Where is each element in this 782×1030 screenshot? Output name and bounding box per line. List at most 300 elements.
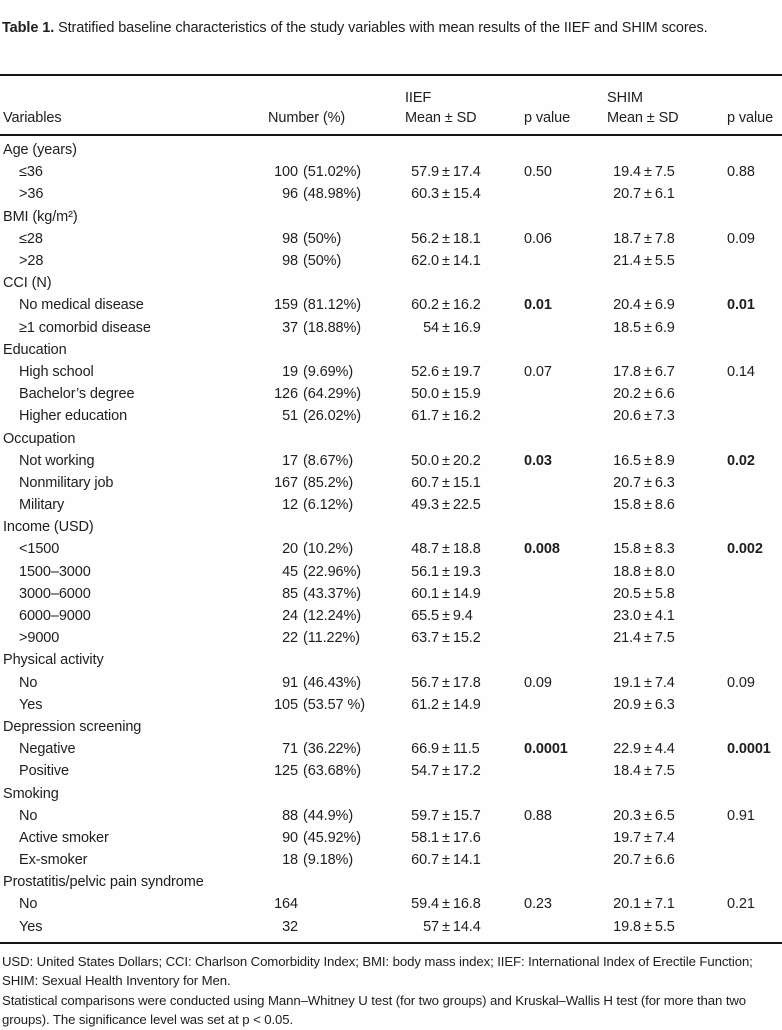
table-group-row — [0, 516, 782, 538]
row-iief-cell — [405, 231, 520, 247]
shim-sd: 8.6 — [654, 497, 675, 514]
row-label: No — [19, 674, 38, 691]
plus-minus-icon: ± — [442, 696, 450, 713]
row-iief-cell — [405, 852, 520, 868]
iief-mean: 56.2 — [411, 230, 439, 247]
row-percent: (45.92%) — [303, 829, 362, 846]
row-iief-cell — [405, 253, 520, 269]
iief-sd: 14.9 — [452, 585, 481, 602]
row-count: 98 — [282, 253, 298, 270]
header-shim-label: SHIM — [607, 90, 643, 106]
iief-sd: 14.1 — [452, 852, 481, 869]
shim-mean: 20.1 — [613, 896, 641, 913]
shim-mean: 15.8 — [613, 497, 641, 514]
shim-mean: 17.8 — [613, 363, 641, 380]
plus-minus-icon: ± — [644, 386, 652, 403]
table-group-row — [0, 782, 782, 804]
iief-sd: 18.8 — [452, 541, 481, 558]
table-row — [0, 893, 782, 915]
row-shim-cell — [607, 231, 723, 247]
table-header — [0, 76, 782, 136]
table-row — [0, 916, 782, 938]
iief-p-value: 0.01 — [524, 297, 552, 314]
iief-sd: 15.4 — [452, 186, 481, 203]
row-iief-cell — [405, 919, 520, 935]
plus-minus-icon: ± — [442, 230, 450, 247]
group-label: Occupation — [3, 430, 76, 447]
shim-p-value: 0.02 — [727, 452, 755, 469]
shim-p-value: 0.002 — [727, 541, 763, 558]
plus-minus-icon: ± — [442, 807, 450, 824]
header-iief-label: IIEF — [405, 90, 432, 106]
row-label: No — [19, 807, 38, 824]
footnote-abbreviations: USD: United States Dollars; CCI: Charlson Comorbidity Index; BMI: body mass index; IIEF: International Index of Erectile Function; SHIM: Sexual Health Inventory for Men. — [2, 953, 753, 989]
table-row — [0, 405, 782, 427]
row-iief-cell — [405, 297, 520, 313]
shim-sd: 6.9 — [654, 319, 675, 336]
plus-minus-icon: ± — [442, 186, 450, 203]
iief-mean: 59.7 — [411, 807, 439, 824]
row-label: >28 — [19, 253, 44, 270]
table-row — [0, 450, 782, 472]
shim-mean: 22.9 — [613, 741, 641, 758]
shim-mean: 20.3 — [613, 807, 641, 824]
table-group-row — [0, 139, 782, 161]
header-shim — [607, 88, 723, 128]
table-row — [0, 672, 782, 694]
row-shim-cell — [607, 608, 723, 624]
row-count: 96 — [282, 186, 298, 203]
row-shim-cell — [607, 630, 723, 646]
row-count: 12 — [282, 497, 298, 514]
plus-minus-icon: ± — [442, 829, 450, 846]
iief-mean: 50.0 — [411, 386, 439, 403]
iief-mean: 57 — [423, 918, 439, 935]
plus-minus-icon: ± — [644, 474, 652, 491]
row-count: 32 — [282, 918, 298, 935]
shim-mean: 20.7 — [613, 186, 641, 203]
shim-sd: 7.5 — [654, 164, 675, 181]
row-percent: (51.02%) — [303, 164, 362, 181]
row-label: Positive — [19, 763, 69, 780]
row-percent: (48.98%) — [303, 186, 362, 203]
row-count: 91 — [282, 674, 298, 691]
shim-mean: 21.4 — [613, 253, 641, 270]
plus-minus-icon: ± — [644, 253, 652, 270]
row-count: 22 — [282, 630, 298, 647]
row-percent: (50%) — [303, 230, 342, 247]
row-label: Military — [19, 497, 65, 514]
row-count: 20 — [282, 541, 298, 558]
row-iief-cell — [405, 164, 520, 180]
iief-sd: 16.9 — [452, 319, 481, 336]
row-iief-cell — [405, 186, 520, 202]
header-variables: Variables — [3, 110, 62, 126]
header-iief — [405, 88, 520, 128]
plus-minus-icon: ± — [442, 408, 450, 425]
table-group-row — [0, 716, 782, 738]
row-count: 17 — [282, 452, 298, 469]
shim-p-value: 0.21 — [727, 896, 755, 913]
shim-sd: 4.4 — [654, 741, 675, 758]
row-percent: (64.29%) — [303, 386, 362, 403]
shim-sd: 7.5 — [654, 630, 675, 647]
plus-minus-icon: ± — [644, 829, 652, 846]
row-percent: (81.12%) — [303, 297, 362, 314]
iief-sd: 17.4 — [452, 164, 481, 181]
row-iief-cell — [405, 675, 520, 691]
row-iief-cell — [405, 364, 520, 380]
shim-p-value: 0.88 — [727, 164, 755, 181]
plus-minus-icon: ± — [442, 608, 450, 625]
row-label: Bachelor’s degree — [19, 386, 135, 403]
shim-sd: 6.3 — [654, 696, 675, 713]
plus-minus-icon: ± — [442, 918, 450, 935]
row-label: No medical disease — [19, 297, 144, 314]
row-percent: (18.88%) — [303, 319, 362, 336]
table-group-row — [0, 649, 782, 671]
table-row — [0, 494, 782, 516]
iief-mean: 59.4 — [411, 896, 439, 913]
iief-mean: 48.7 — [411, 541, 439, 558]
row-shim-cell — [607, 896, 723, 912]
plus-minus-icon: ± — [442, 763, 450, 780]
iief-p-value: 0.50 — [524, 164, 552, 181]
plus-minus-icon: ± — [644, 807, 652, 824]
iief-sd: 20.2 — [452, 452, 481, 469]
row-shim-cell — [607, 320, 723, 336]
iief-mean: 56.1 — [411, 563, 439, 580]
row-shim-cell — [607, 386, 723, 402]
row-shim-cell — [607, 541, 723, 557]
row-label: Nonmilitary job — [19, 474, 114, 491]
row-shim-cell — [607, 475, 723, 491]
row-label: ≤36 — [19, 164, 43, 181]
row-count: 167 — [274, 474, 298, 491]
table-row — [0, 827, 782, 849]
row-percent: (9.18%) — [303, 852, 354, 869]
table-group-row — [0, 339, 782, 361]
plus-minus-icon: ± — [442, 319, 450, 336]
plus-minus-icon: ± — [442, 452, 450, 469]
row-number-cell — [262, 852, 405, 868]
row-shim-cell — [607, 741, 723, 757]
row-label: High school — [19, 363, 94, 380]
table-caption-label: Table 1. — [2, 19, 55, 36]
row-number-cell — [262, 586, 405, 602]
shim-mean: 18.7 — [613, 230, 641, 247]
shim-mean: 19.4 — [613, 164, 641, 181]
table-caption — [0, 15, 720, 60]
shim-mean: 20.4 — [613, 297, 641, 314]
row-iief-cell — [405, 586, 520, 602]
header-iief-p: p value — [524, 110, 571, 126]
plus-minus-icon: ± — [442, 363, 450, 380]
row-count: 125 — [274, 763, 298, 780]
iief-p-value: 0.0001 — [524, 741, 568, 758]
iief-p-value: 0.03 — [524, 452, 552, 469]
row-shim-cell — [607, 763, 723, 779]
row-label: No — [19, 896, 38, 913]
shim-mean: 18.8 — [613, 563, 641, 580]
row-count: 100 — [274, 164, 298, 181]
header-shim-p: p value — [727, 110, 774, 126]
iief-sd: 16.2 — [452, 408, 481, 425]
iief-mean: 60.2 — [411, 297, 439, 314]
plus-minus-icon: ± — [442, 563, 450, 580]
shim-sd: 8.0 — [654, 563, 675, 580]
shim-sd: 8.3 — [654, 541, 675, 558]
shim-mean: 20.9 — [613, 696, 641, 713]
row-count: 90 — [282, 829, 298, 846]
row-percent: (53.57 %) — [303, 696, 365, 713]
plus-minus-icon: ± — [644, 497, 652, 514]
row-count: 19 — [282, 363, 298, 380]
iief-p-value: 0.06 — [524, 230, 552, 247]
row-number-cell — [262, 453, 405, 469]
row-percent: (63.68%) — [303, 763, 362, 780]
row-number-cell — [262, 564, 405, 580]
table-group-row — [0, 871, 782, 893]
table-row — [0, 583, 782, 605]
row-label: Negative — [19, 741, 76, 758]
row-number-cell — [262, 697, 405, 713]
iief-sd: 19.3 — [452, 563, 481, 580]
table-row — [0, 694, 782, 716]
table-row — [0, 627, 782, 649]
data-table — [0, 74, 782, 944]
iief-sd: 17.8 — [452, 674, 481, 691]
row-percent: (85.2%) — [303, 474, 354, 491]
row-shim-cell — [607, 253, 723, 269]
row-iief-cell — [405, 741, 520, 757]
row-count: 126 — [274, 386, 298, 403]
shim-sd: 6.5 — [654, 807, 675, 824]
shim-sd: 5.5 — [654, 253, 675, 270]
group-label: Age (years) — [3, 142, 77, 159]
row-shim-cell — [607, 186, 723, 202]
iief-sd: 22.5 — [452, 497, 481, 514]
shim-mean: 21.4 — [613, 630, 641, 647]
shim-mean: 20.7 — [613, 852, 641, 869]
row-percent: (46.43%) — [303, 674, 362, 691]
plus-minus-icon: ± — [644, 696, 652, 713]
row-number-cell — [262, 741, 405, 757]
row-number-cell — [262, 320, 405, 336]
group-label: Depression screening — [3, 718, 142, 735]
iief-sd: 9.4 — [452, 608, 473, 625]
table-row — [0, 760, 782, 782]
table-row — [0, 250, 782, 272]
plus-minus-icon: ± — [644, 541, 652, 558]
row-number-cell — [262, 830, 405, 846]
iief-sd: 14.1 — [452, 253, 481, 270]
iief-mean: 61.7 — [411, 408, 439, 425]
row-number-cell — [262, 386, 405, 402]
plus-minus-icon: ± — [442, 896, 450, 913]
row-number-cell — [262, 364, 405, 380]
iief-sd: 17.2 — [452, 763, 481, 780]
iief-sd: 17.6 — [452, 829, 481, 846]
row-shim-cell — [607, 408, 723, 424]
row-number-cell — [262, 186, 405, 202]
table-row — [0, 161, 782, 183]
row-iief-cell — [405, 320, 520, 336]
row-shim-cell — [607, 919, 723, 935]
row-iief-cell — [405, 408, 520, 424]
table-row — [0, 228, 782, 250]
row-label: ≤28 — [19, 230, 43, 247]
row-count: 37 — [282, 319, 298, 336]
row-iief-cell — [405, 630, 520, 646]
shim-mean: 20.7 — [613, 474, 641, 491]
iief-mean: 57.9 — [411, 164, 439, 181]
shim-sd: 7.3 — [654, 408, 675, 425]
iief-mean: 50.0 — [411, 452, 439, 469]
row-count: 18 — [282, 852, 298, 869]
table-row — [0, 849, 782, 871]
row-percent: (6.12%) — [303, 497, 354, 514]
iief-sd: 11.5 — [452, 741, 480, 758]
shim-mean: 19.7 — [613, 829, 641, 846]
row-count: 88 — [282, 807, 298, 824]
row-label: >9000 — [19, 630, 60, 647]
shim-mean: 18.4 — [613, 763, 641, 780]
plus-minus-icon: ± — [442, 852, 450, 869]
iief-mean: 56.7 — [411, 674, 439, 691]
row-label: Higher education — [19, 408, 128, 425]
row-count: 105 — [274, 696, 298, 713]
shim-sd: 6.6 — [654, 852, 675, 869]
row-number-cell — [262, 763, 405, 779]
plus-minus-icon: ± — [442, 741, 450, 758]
row-percent: (22.96%) — [303, 563, 362, 580]
group-label: BMI (kg/m²) — [3, 208, 78, 225]
plus-minus-icon: ± — [644, 230, 652, 247]
table-row — [0, 183, 782, 205]
table-row — [0, 738, 782, 760]
row-iief-cell — [405, 453, 520, 469]
row-iief-cell — [405, 497, 520, 513]
iief-sd: 16.2 — [452, 297, 481, 314]
plus-minus-icon: ± — [644, 630, 652, 647]
row-shim-cell — [607, 364, 723, 380]
row-iief-cell — [405, 697, 520, 713]
table-row — [0, 383, 782, 405]
iief-mean: 61.2 — [411, 696, 439, 713]
row-number-cell — [262, 919, 405, 935]
plus-minus-icon: ± — [442, 297, 450, 314]
row-label: <1500 — [19, 541, 60, 558]
row-shim-cell — [607, 453, 723, 469]
row-iief-cell — [405, 608, 520, 624]
shim-sd: 7.1 — [654, 896, 675, 913]
group-label: Physical activity — [3, 652, 104, 669]
group-label: Prostatitis/pelvic pain syndrome — [3, 874, 204, 891]
paper-table-page — [0, 15, 782, 1028]
plus-minus-icon: ± — [644, 452, 652, 469]
row-shim-cell — [607, 675, 723, 691]
row-iief-cell — [405, 763, 520, 779]
table-group-row — [0, 206, 782, 228]
iief-sd: 15.9 — [452, 386, 481, 403]
group-label: Education — [3, 341, 67, 358]
iief-p-value: 0.07 — [524, 363, 552, 380]
row-shim-cell — [607, 830, 723, 846]
plus-minus-icon: ± — [442, 497, 450, 514]
table-row — [0, 294, 782, 316]
shim-sd: 6.7 — [654, 363, 675, 380]
shim-sd: 5.8 — [654, 585, 675, 602]
shim-sd: 8.9 — [654, 452, 675, 469]
row-shim-cell — [607, 586, 723, 602]
plus-minus-icon: ± — [644, 363, 652, 380]
row-label: Active smoker — [19, 829, 109, 846]
iief-sd: 19.7 — [452, 363, 481, 380]
row-iief-cell — [405, 896, 520, 912]
row-number-cell — [262, 164, 405, 180]
row-percent: (36.22%) — [303, 741, 362, 758]
row-percent: (44.9%) — [303, 807, 354, 824]
iief-sd: 18.1 — [452, 230, 481, 247]
shim-p-value: 0.14 — [727, 363, 755, 380]
shim-sd: 6.1 — [654, 186, 675, 203]
table-group-row — [0, 427, 782, 449]
plus-minus-icon: ± — [644, 741, 652, 758]
shim-sd: 7.4 — [654, 674, 675, 691]
iief-mean: 52.6 — [411, 363, 439, 380]
shim-mean: 20.6 — [613, 408, 641, 425]
iief-sd: 14.4 — [452, 918, 481, 935]
row-number-cell — [262, 675, 405, 691]
row-shim-cell — [607, 297, 723, 313]
row-label: 6000–9000 — [19, 608, 91, 625]
row-percent: (43.37%) — [303, 585, 362, 602]
shim-sd: 7.4 — [654, 829, 675, 846]
row-number-cell — [262, 608, 405, 624]
row-count: 24 — [282, 608, 298, 625]
table-group-row — [0, 272, 782, 294]
row-label: Not working — [19, 452, 95, 469]
row-count: 164 — [274, 896, 298, 913]
shim-mean: 18.5 — [613, 319, 641, 336]
row-iief-cell — [405, 541, 520, 557]
shim-sd: 6.6 — [654, 386, 675, 403]
iief-sd: 16.8 — [452, 896, 481, 913]
row-count: 159 — [274, 297, 298, 314]
iief-sd: 14.9 — [452, 696, 481, 713]
shim-sd: 7.5 — [654, 763, 675, 780]
iief-sd: 15.7 — [452, 807, 481, 824]
shim-sd: 6.3 — [654, 474, 675, 491]
row-number-cell — [262, 630, 405, 646]
iief-mean: 54.7 — [411, 763, 439, 780]
iief-p-value: 0.008 — [524, 541, 560, 558]
row-count: 45 — [282, 563, 298, 580]
plus-minus-icon: ± — [644, 408, 652, 425]
shim-p-value: 0.09 — [727, 230, 755, 247]
row-percent: (8.67%) — [303, 452, 354, 469]
plus-minus-icon: ± — [644, 563, 652, 580]
plus-minus-icon: ± — [442, 386, 450, 403]
iief-mean: 60.7 — [411, 474, 439, 491]
iief-mean: 65.5 — [411, 608, 439, 625]
table-footnotes — [0, 944, 782, 1030]
row-percent: (9.69%) — [303, 363, 354, 380]
row-shim-cell — [607, 497, 723, 513]
plus-minus-icon: ± — [442, 541, 450, 558]
iief-mean: 54 — [423, 319, 439, 336]
